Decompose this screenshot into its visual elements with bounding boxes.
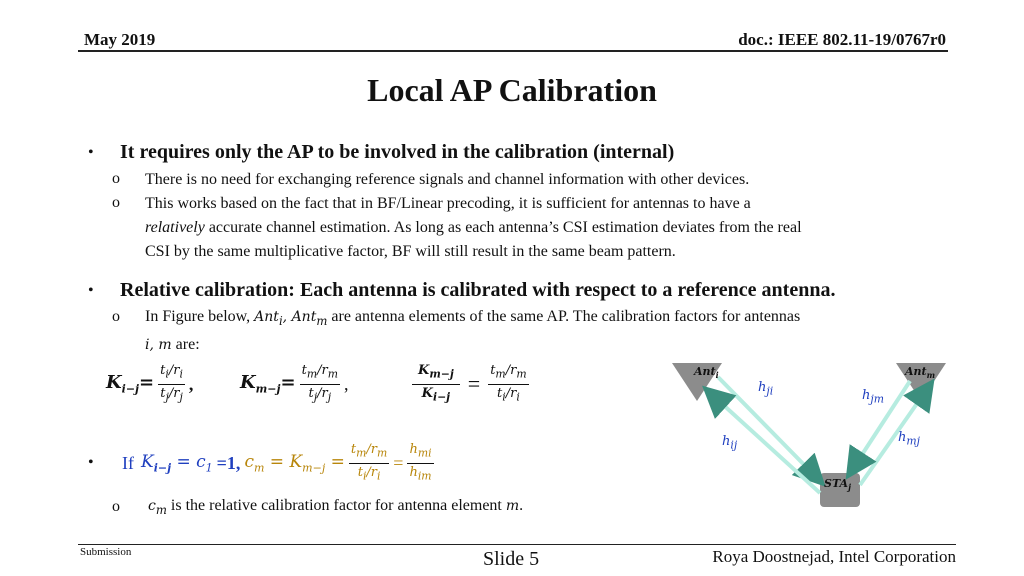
i-m-math: i, m — [145, 336, 172, 353]
bullet3-if: If — [122, 452, 134, 473]
bullet3-formula: If $K_{i-j} = c_1$ =1, $c_m = K_{m-j}$ = $\frac{t_m/r_m}{t_i/r_i}$ = $\frac{h_{mi}}{h_{im}}$ — [122, 441, 432, 483]
label-h-ji: $h_{ji}$ — [758, 380, 774, 398]
footer-submission: Submission — [80, 546, 132, 558]
ant-i-math: Ant$_i$, Ant$_m$ — [254, 309, 328, 328]
bullet1-sub2-line2: accurate channel estimation. As long as each antenna’s CSI estimation deviates from the real — [204, 219, 802, 236]
footer-author: Roya Doostnejad, Intel Corporation — [712, 547, 956, 566]
bullet-marker: • — [88, 282, 94, 299]
bullet2-sub — [145, 305, 975, 357]
sub-bullet-marker: o — [112, 170, 120, 187]
bullet1-sub2-line3: CSI by the same multiplicative factor, BF will still result in the same beam pattern. — [145, 243, 676, 260]
bullet3-sub: $c_m$ is the relative calibration factor for antenna element m. — [148, 497, 524, 517]
slide-number: Slide 5 — [483, 548, 540, 570]
bullet1-sub1: There is no need for exchanging reference signals and channel information with other devices. — [145, 171, 750, 188]
formula-k-ij: $K_{i-j}=$ $\frac{t_i/r_i}{t_j/r_j}$ , — [106, 362, 194, 404]
bullet2-sub-line2: are: — [171, 335, 200, 353]
bullet1-sub2-italic: relatively — [145, 219, 205, 236]
sub-bullet-marker: o — [112, 308, 120, 325]
sub-bullet-marker: o — [112, 194, 120, 211]
antenna-m-label: Ant$_m$ — [905, 365, 936, 381]
label-h-jm: $h_{jm}$ — [862, 388, 885, 406]
header-date: May 2019 — [84, 30, 156, 49]
header-rule — [78, 50, 948, 52]
sub-bullet-marker: o — [112, 498, 120, 515]
bullet1-heading: It requires only the AP to be involved in the calibration (internal) — [120, 141, 675, 163]
bullet1-sub2 — [145, 192, 975, 264]
station-label: $STA_j$ — [824, 477, 851, 493]
bullet3-sub-post: is the relative calibration factor for antenna element — [166, 497, 506, 514]
formula-ratio: $\frac{K_{m-j}}{K_{i-j}}$ = $\frac{t_m/r_m}{t_i/r_i}$ — [412, 360, 529, 408]
calibration-diagram — [660, 355, 980, 525]
header-doc-id: doc.: IEEE 802.11-19/0767r0 — [738, 30, 946, 49]
label-h-ij: $h_{ij}$ — [722, 434, 738, 452]
bullet-marker: • — [88, 144, 94, 161]
slide-title: Local AP Calibration — [367, 72, 657, 108]
antenna-i-label: Ant$_i$ — [694, 365, 719, 381]
formula-k-mj: $K_{m-j}=$ $\frac{t_m/r_m}{t_j/r_j}$ , — [240, 362, 349, 404]
bullet2-sub-post: are antenna elements of the same AP. The calibration factors for antennas — [327, 308, 801, 325]
bullet1-sub2-line1: This works based on the fact that in BF/Linear precoding, it is sufficient for antennas to have a — [145, 195, 751, 212]
bullet-marker: • — [88, 454, 94, 471]
footer-rule — [78, 544, 956, 545]
bullet2-sub-pre: In Figure below, — [145, 308, 255, 325]
bullet2-heading: Relative calibration: Each antenna is calibrated with respect to a reference antenna. — [120, 279, 836, 301]
bullet3-eq-text: =1, — [216, 452, 241, 473]
label-h-mj: $h_{mj}$ — [898, 430, 921, 448]
